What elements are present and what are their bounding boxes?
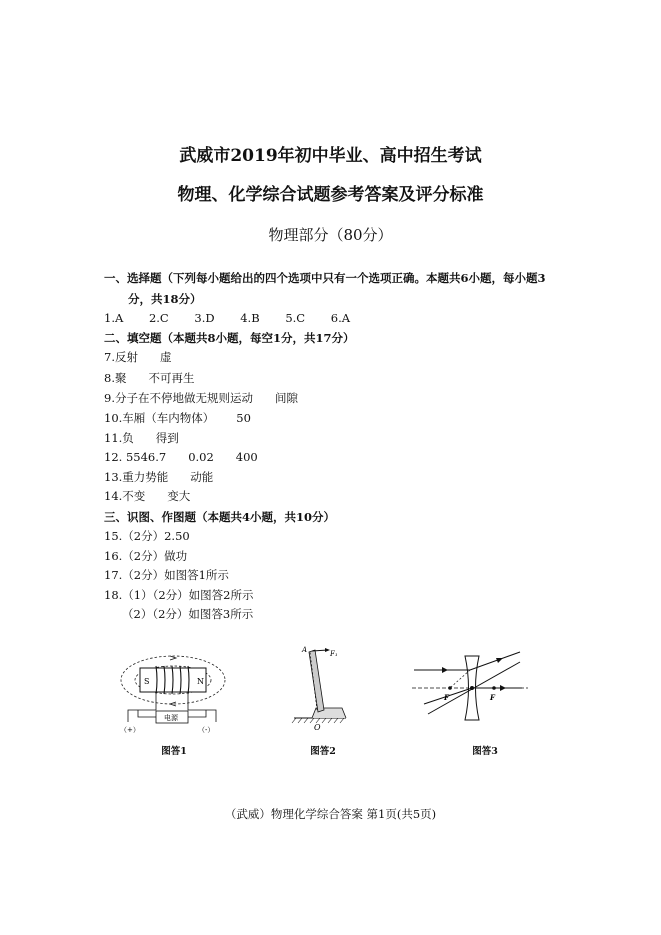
point-a-label: A: [302, 646, 308, 654]
fill-item-12: 12. 5546.7 0.02 400: [104, 450, 258, 464]
minus-terminal-label: （-）: [198, 726, 215, 734]
fill-item-11: 11.负 得到: [104, 431, 179, 445]
answer-6: 6.A: [330, 311, 351, 325]
figure-1-solenoid: [118, 640, 228, 740]
fill-item-8: 8.聚 不可再生: [104, 371, 195, 385]
figure-2-lever: [290, 640, 360, 732]
answer-key-title: 物理、化学综合试题参考答案及评分标准: [177, 185, 484, 205]
n-pole-label: N: [197, 677, 204, 686]
answer-2: 2.C: [148, 311, 169, 325]
section1-answers: [104, 311, 350, 325]
draw-item-18-2: （2）（2分）如图答3所示: [122, 607, 254, 621]
page-footer: （武威）物理化学综合答案 第1页(共5页): [224, 807, 437, 821]
answer-3: 3.D: [194, 311, 215, 325]
fill-item-7: 7.反射 虚: [104, 350, 172, 364]
focal-point-right-label: F: [490, 693, 495, 702]
draw-item-15: 15.（2分）2.50: [104, 529, 190, 543]
section2-heading: 二、填空题（本题共8小题，每空1分，共17分）: [104, 331, 355, 345]
plus-terminal-label: （+）: [120, 726, 140, 734]
answer-5: 5.C: [285, 311, 306, 325]
draw-item-17: 17.（2分）如图答1所示: [104, 568, 229, 582]
figure-1-caption: 图答1: [161, 746, 187, 757]
s-pole-label: S: [144, 677, 150, 686]
section1-heading-cont: 分，共18分）: [128, 292, 202, 306]
part-title: 物理部分（80分）: [268, 226, 393, 244]
section1-heading: 一、选择题（下列每小题给出的四个选项中只有一个选项正确。本题共6小题，每小题3: [104, 271, 546, 285]
draw-item-16: 16.（2分）做功: [104, 549, 188, 563]
focal-point-left-label: F: [444, 693, 449, 702]
fulcrum-o-label: O: [314, 723, 321, 732]
section3-heading: 三、识图、作图题（本题共4小题，共10分）: [104, 510, 336, 524]
answer-1: 1.A: [104, 311, 124, 325]
figure-3-caption: 图答3: [472, 746, 498, 757]
answer-4: 4.B: [240, 311, 260, 325]
fill-item-13: 13.重力势能 动能: [104, 470, 214, 484]
exam-title: 武威市2019年初中毕业、高中招生考试: [179, 146, 482, 166]
fill-item-9: 9.分子在不停地做无规则运动 间隙: [104, 391, 298, 405]
figure-2-caption: 图答2: [310, 746, 336, 757]
power-label: 电源: [164, 714, 178, 722]
fill-item-10: 10.车厢（车内物体） 50: [104, 411, 251, 425]
figure-3-lens: [410, 640, 530, 722]
draw-item-18: 18.（1）（2分）如图答2所示: [104, 588, 254, 602]
f1-label: F₁: [330, 650, 338, 658]
fill-item-14: 14.不变 变大: [104, 489, 191, 503]
lever-arm: [309, 650, 324, 712]
